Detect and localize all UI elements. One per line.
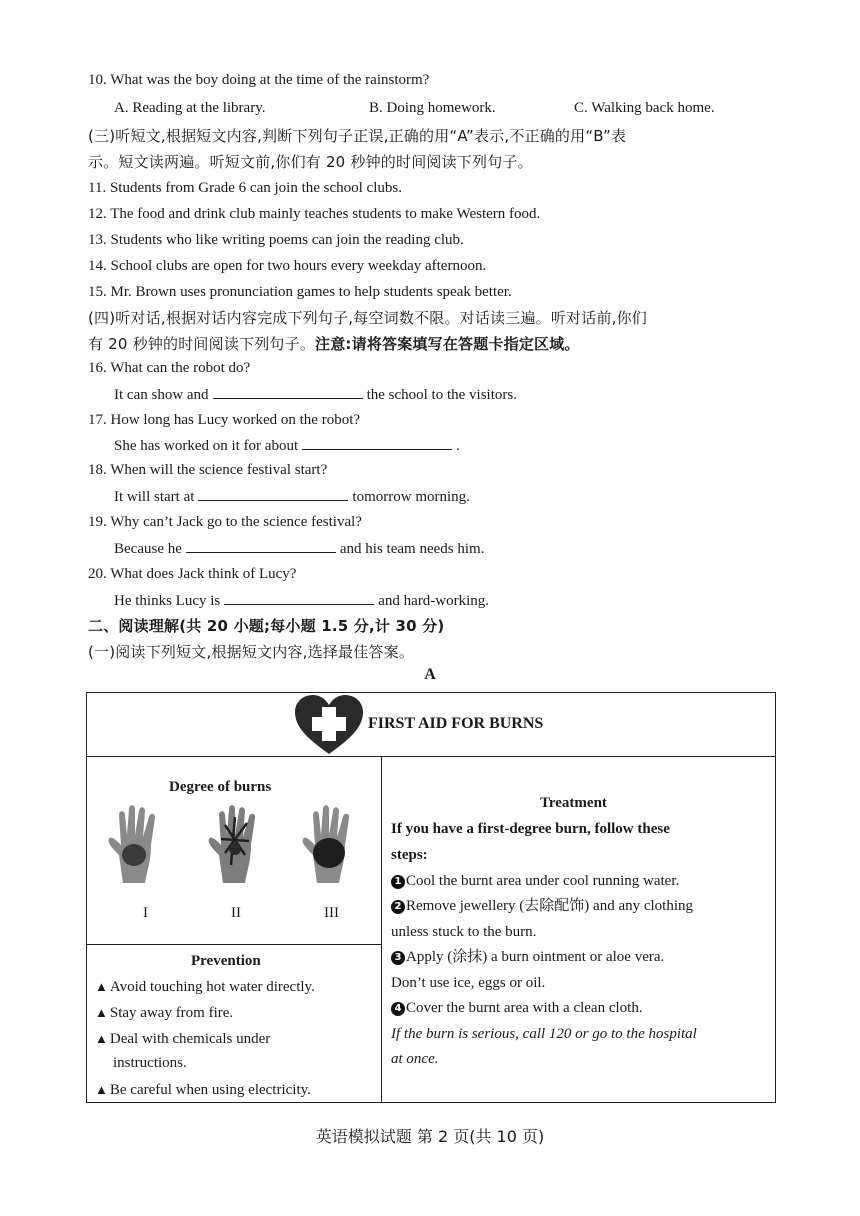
prevention-item: ▲ Be careful when using electricity. — [95, 1082, 311, 1098]
section4-instruction-2 — [88, 334, 580, 354]
prevention-heading: Prevention — [191, 953, 261, 969]
treatment-step-3: 3 Apply (涂抹) a burn ointment or aloe vera. — [391, 945, 664, 971]
q20-post: and hard-working. — [378, 593, 490, 609]
treatment-intro-continued: steps: — [391, 847, 428, 863]
q20-question: 20. What does Jack think of Lucy? — [88, 566, 297, 582]
treatment-heading: Treatment — [540, 795, 607, 811]
q20-answer-line — [114, 590, 489, 611]
q17-pre: She has worked on it for about — [114, 438, 299, 454]
row-divider — [87, 944, 381, 945]
part2-heading: 二、阅读理解(共 20 小题;每小题 1.5 分,计 30 分) — [88, 617, 445, 635]
q19-answer-line — [114, 538, 484, 559]
q16-answer-line — [114, 384, 517, 405]
q18-post: tomorrow morning. — [352, 489, 470, 505]
item-12: 12. The food and drink club mainly teaches students to make Western food. — [88, 206, 541, 222]
treatment-step-1: 1 Cool the burnt area under cool running water. — [391, 869, 679, 895]
q17-blank[interactable] — [302, 435, 452, 450]
q16-pre: It can show and — [114, 387, 209, 403]
hand-degree-1-icon — [105, 805, 165, 885]
treatment-note-continued: at once. — [391, 1051, 439, 1067]
degree-heading: Degree of burns — [169, 779, 272, 795]
q10-option-c: C. Walking back home. — [574, 100, 715, 116]
q20-blank[interactable] — [224, 590, 374, 605]
treatment-note: If the burn is serious, call 120 or go to the hospital — [391, 1026, 697, 1042]
q18-pre: It will start at — [114, 489, 195, 505]
q16-post: the school to the visitors. — [366, 387, 517, 403]
prevention-item-continued: instructions. — [113, 1055, 187, 1071]
hand-degree-2-icon — [205, 805, 265, 885]
first-aid-table — [86, 692, 776, 1103]
degree-label-2: II — [231, 905, 241, 921]
q18-answer-line — [114, 486, 470, 507]
q10-option-a: A. Reading at the library. — [114, 100, 266, 116]
q19-blank[interactable] — [186, 538, 336, 553]
degree-label-3: III — [324, 905, 339, 921]
item-14: 14. School clubs are open for two hours every weekday afternoon. — [88, 258, 487, 274]
q10-question: 10. What was the boy doing at the time of the rainstorm? — [88, 72, 430, 88]
heart-cross-icon — [293, 694, 365, 756]
q18-question: 18. When will the science festival start? — [88, 462, 328, 478]
page-footer: 英语模拟试题 第 2 页(共 10 页) — [315, 1127, 545, 1146]
section4-note: 注意:请将答案填写在答题卡指定区域。 — [315, 335, 580, 353]
hand-degree-3-icon — [299, 805, 359, 885]
section3-instruction-1: (三)听短文,根据短文内容,判断下列句子正误,正确的用“A”表示,不正确的用“B”表 — [88, 127, 627, 145]
section3-instruction-2: 示。短文读两遍。听短文前,你们有 20 秒钟的时间阅读下列句子。 — [88, 153, 533, 171]
q16-blank[interactable] — [213, 384, 363, 399]
column-divider — [381, 757, 382, 1102]
section4-instruction-1: (四)听对话,根据对话内容完成下列句子,每空词数不限。对话读三遍。听对话前,你们 — [88, 309, 648, 327]
prevention-item: ▲ Deal with chemicals under — [95, 1031, 271, 1047]
first-aid-title: FIRST AID FOR BURNS — [368, 715, 544, 732]
prevention-item: ▲ Stay away from fire. — [95, 1005, 234, 1021]
item-11: 11. Students from Grade 6 can join the school clubs. — [88, 180, 402, 196]
q17-question: 17. How long has Lucy worked on the robot? — [88, 412, 361, 428]
q17-answer-line — [114, 435, 460, 456]
passage-letter: A — [424, 666, 436, 683]
treatment-step-3-continued: Don’t use ice, eggs or oil. — [391, 975, 546, 991]
treatment-step-2-continued: unless stuck to the burn. — [391, 924, 537, 940]
q19-question: 19. Why can’t Jack go to the science festival? — [88, 514, 362, 530]
q10-option-b: B. Doing homework. — [369, 100, 496, 116]
treatment-step-4: 4 Cover the burnt area with a clean cloth. — [391, 996, 643, 1022]
q18-blank[interactable] — [198, 486, 348, 501]
q19-pre: Because he — [114, 541, 182, 557]
q19-post: and his team needs him. — [339, 541, 485, 557]
item-13: 13. Students who like writing poems can join the reading club. — [88, 232, 464, 248]
treatment-intro: If you have a first-degree burn, follow these — [391, 821, 670, 837]
degree-label-1: I — [143, 905, 148, 921]
item-15: 15. Mr. Brown uses pronunciation games to help students speak better. — [88, 284, 512, 300]
q17-post: . — [456, 438, 460, 454]
treatment-step-2: 2 Remove jewellery (去除配饰) and any clothing — [391, 894, 693, 920]
section4-instruction-2a: 有 20 秒钟的时间阅读下列句子。 — [88, 335, 316, 353]
q20-pre: He thinks Lucy is — [114, 593, 221, 609]
q16-question: 16. What can the robot do? — [88, 360, 251, 376]
prevention-item: ▲ Avoid touching hot water directly. — [95, 979, 315, 995]
table-header-row — [87, 693, 775, 757]
part2-subheading: (一)阅读下列短文,根据短文内容,选择最佳答案。 — [88, 643, 415, 661]
